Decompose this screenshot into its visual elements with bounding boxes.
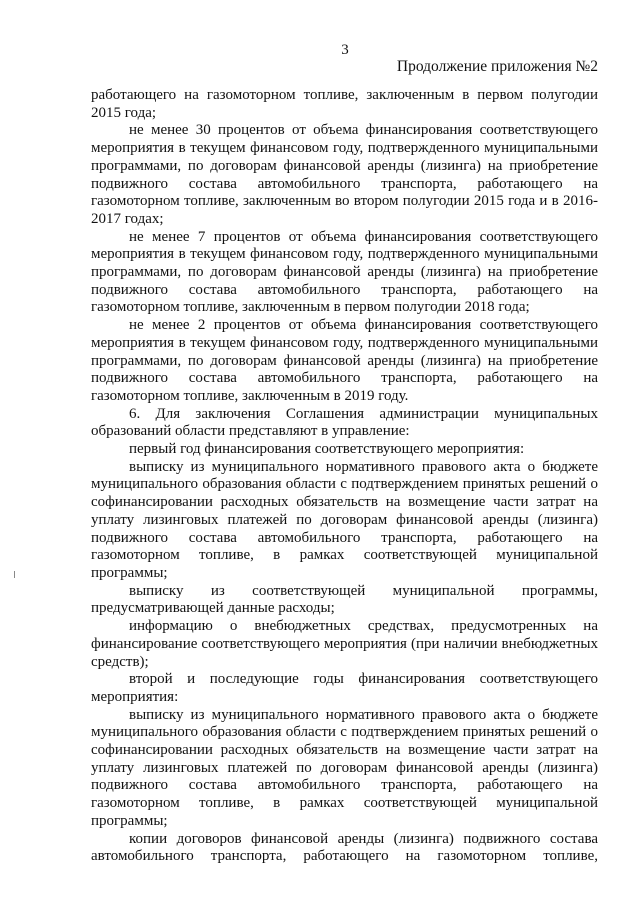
paragraph-7: выписку из муниципального нормативного правового акта о бюджете муниципального образования области с подтверждением принятых решений о софинансировании расходных обязательств на возмещение части затрат на уплату лизинговых платежей по договорам финансовой аренды (лизинга) подвижного состава автомобильного транспорта, работающего на газомоторном топливе, в рамках соответствующей муниципальной программы; — [91, 458, 598, 581]
paragraph-2: не менее 30 процентов от объема финансирования соответствующего мероприятия в текущем финансовом году, подтвержденного муниципальными программами, по договорам финансовой аренды (лизинга) на приобретение подвижного состава автомобильного транспорта, работающего на газомоторном топливе, заключенным во втором полугодии 2015 года и в 2016-2017 годах; — [91, 122, 598, 227]
margin-mark — [14, 571, 15, 578]
paragraph-5: 6. Для заключения Соглашения администрации муниципальных образований области представляют в управление: — [91, 405, 598, 440]
paragraph-8: выписку из соответствующей муниципальной программы, предусматривающей данные расходы; — [91, 582, 598, 617]
page-number: 3 — [341, 42, 349, 58]
paragraph-4: не менее 2 процентов от объема финансирования соответствующего мероприятия в текущем финансовом году, подтвержденного муниципальными программами, по договорам финансовой аренды (лизинга) на приобретение подвижного состава автомобильного транспорта, работающего на газомоторном топливе, заключенным в 2019 году. — [91, 317, 598, 404]
appendix-continuation-note: Продолжение приложения №2 — [396, 58, 598, 75]
paragraph-3: не менее 7 процентов от объема финансирования соответствующего мероприятия в текущем финансовом году, подтвержденного муниципальными программами, по договорам финансовой аренды (лизинга) на приобретение подвижного состава автомобильного транспорта, работающего на газомоторном топливе, заключенным в первом полугодии 2018 года; — [91, 228, 598, 316]
paragraph-12: копии договоров финансовой аренды (лизинга) подвижного состава автомобильного транспорта, работающего на газомоторном топливе, — [91, 830, 598, 865]
paragraph-9: информацию о внебюджетных средствах, предусмотренных на финансирование соответствующего мероприятия (при наличии внебюджетных средств); — [91, 618, 598, 670]
paragraph-1: работающего на газомоторном топливе, заключенным в первом полугодии 2015 года; — [91, 87, 598, 121]
document-body — [91, 87, 598, 866]
paragraph-11: выписку из муниципального нормативного правового акта о бюджете муниципального образования области с подтверждением принятых решений о софинансировании расходных обязательств на возмещение части затрат на уплату лизинговых платежей по договорам финансовой аренды (лизинга) подвижного состава автомобильного транспорта, работающего на газомоторном топливе, в рамках соответствующей муниципальной программы; — [91, 706, 598, 829]
paragraph-10: второй и последующие годы финансирования соответствующего мероприятия: — [91, 671, 598, 705]
paragraph-6: первый год финансирования соответствующего мероприятия: — [129, 441, 525, 458]
